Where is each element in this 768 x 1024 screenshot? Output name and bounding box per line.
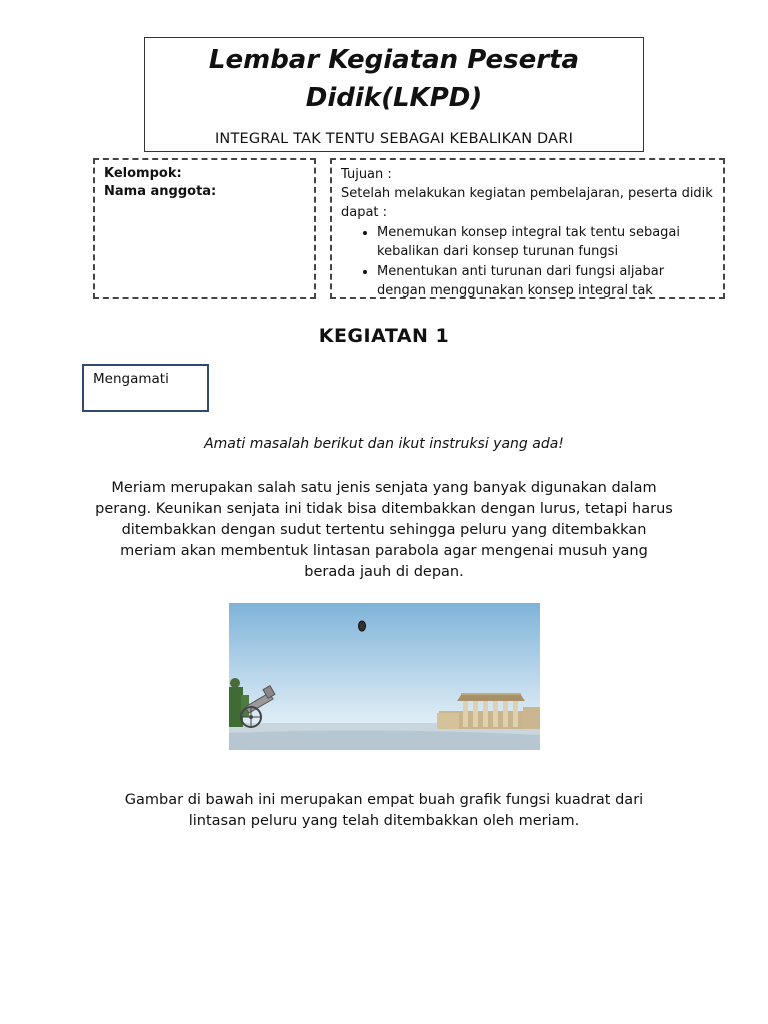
observe-step-label: Mengamati: [93, 371, 169, 387]
page-title: Lembar Kegiatan Peserta Didik(LKPD): [208, 45, 580, 113]
goals-list: [341, 223, 714, 299]
goals-box: [330, 158, 725, 299]
activity-heading: KEGIATAN 1: [318, 325, 450, 347]
graph-caption: Gambar di bawah ini merupakan empat buah grafik fungsi kuadrat dari lintasan peluru yang telah ditembakkan oleh meriam.: [124, 792, 644, 829]
cannon-paragraph: Meriam merupakan salah satu jenis senjata yang banyak digunakan dalam perang. Keunikan senjata ini tidak bisa ditembakkan dengan lurus, tetapi harus ditembakkan dengan sudut tertentu sehingga peluru yang ditembakkan meriam akan membentuk lintasan parabola agar mengenai musuh yang berada jauh di depan.: [95, 480, 673, 580]
goals-label: Tujuan :: [341, 167, 392, 182]
goal-item: • Menemukan konsep integral tak tentu sebagai kebalikan dari konsep turunan fungsi: [377, 223, 714, 261]
cannonball-icon: [359, 621, 366, 631]
group-label: Kelompok:: [104, 166, 182, 181]
ground-shadow: [229, 730, 540, 750]
group-info-box: [93, 158, 316, 299]
observe-step-box: [82, 364, 209, 412]
members-label: Nama anggota:: [104, 184, 217, 199]
instruction-text: Amati masalah berikut dan ikut instruksi yang ada!: [204, 436, 564, 452]
goal-item: • Menentukan anti turunan dari fungsi aljabar dengan menggunakan konsep integral tak: [377, 262, 714, 299]
cannon-illustration: [229, 603, 540, 750]
title-box: [144, 37, 644, 152]
goals-intro: Setelah melakukan kegiatan pembelajaran, peserta didik dapat :: [341, 186, 713, 220]
page-subtitle: INTEGRAL TAK TENTU SEBAGAI KEBALIKAN DARI: [214, 131, 574, 147]
